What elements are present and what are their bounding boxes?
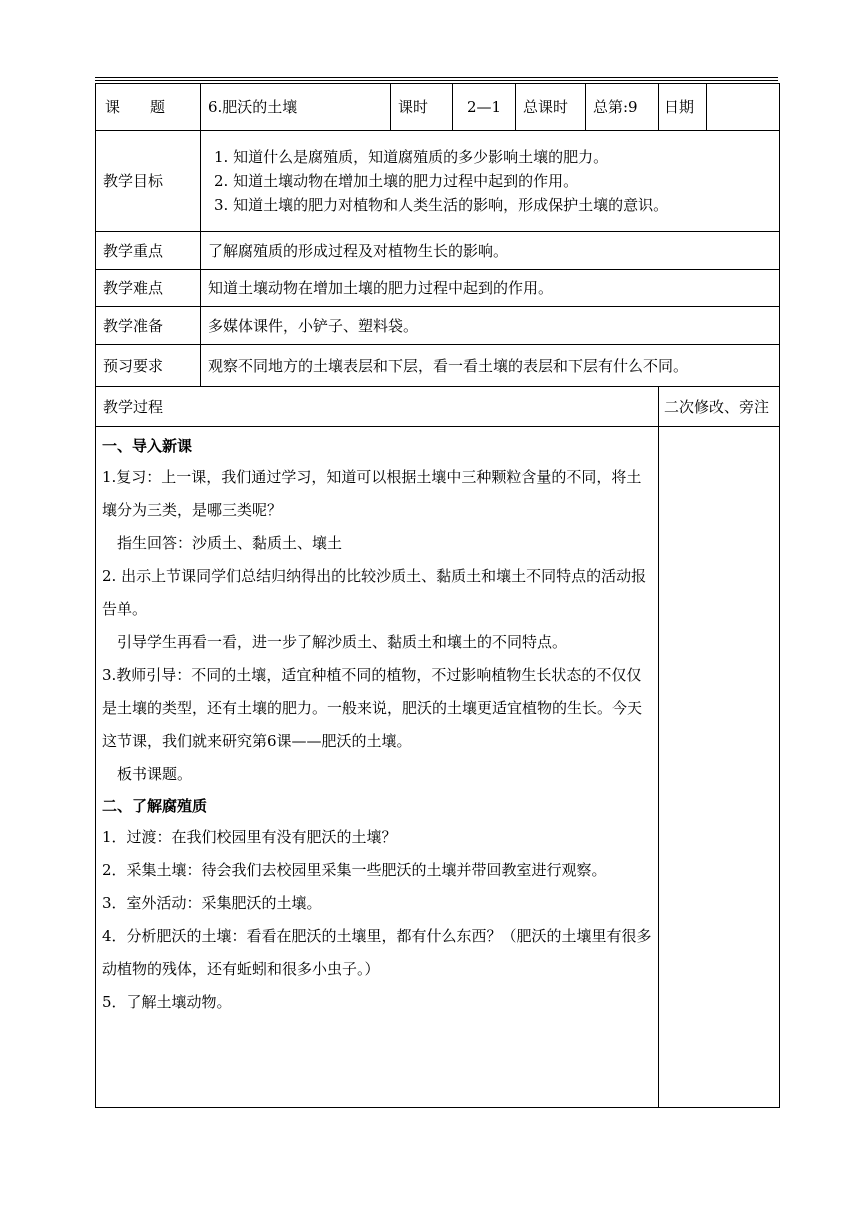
paragraph: 1．过渡：在我们校园里有没有肥沃的土壤？ xyxy=(102,828,397,846)
paragraph: 引导学生再看一看，进一步了解沙质土、黏质土和壤土的不同特点。 xyxy=(117,633,568,651)
focus-text: 了解腐殖质的形成过程及对植物生长的影响。 xyxy=(201,232,780,270)
date-value xyxy=(707,84,780,131)
paragraph: 指生回答：沙质土、黏质土、壤土 xyxy=(117,534,343,552)
difficulty-text: 知道土壤动物在增加土壤的肥力过程中起到的作用。 xyxy=(201,270,780,307)
paragraph: 3.教师引导：不同的土壤，适宜种植不同的植物，不过影响植物生长状态的不仅仅是土壤的类型，还有土壤的肥力。一般来说，肥沃的土壤更适宜植物的生长。今天这节课，我们就来研究第6课——肥沃的土壤。 xyxy=(102,666,643,750)
preview-text: 观察不同地方的土壤表层和下层，看一看土壤的表层和下层有什么不同。 xyxy=(201,345,780,387)
topic-value: 6.肥沃的土壤 xyxy=(201,84,391,131)
date-label: 日期 xyxy=(659,84,707,131)
header-row xyxy=(96,84,780,131)
process-label: 教学过程 xyxy=(96,387,659,427)
objective-item: 2. 知道土壤动物在增加土壤的肥力过程中起到的作用。 xyxy=(214,172,579,190)
section-heading: 二、了解腐殖质 xyxy=(102,797,208,815)
period-value: 2—1 xyxy=(453,84,516,131)
objectives-label: 教学目标 xyxy=(96,131,201,232)
focus-row xyxy=(96,232,780,270)
notes-column xyxy=(659,427,780,1108)
topic-label: 课 题 xyxy=(96,84,201,131)
total-label: 总课时 xyxy=(516,84,586,131)
paragraph: 4．分析肥沃的土壤：看看在肥沃的土壤里，都有什么东西？（肥沃的土壤里有很多动植物的残体，还有蚯蚓和很多小虫子。） xyxy=(102,927,652,978)
difficulty-row xyxy=(96,270,780,307)
paragraph: 3．室外活动：采集肥沃的土壤。 xyxy=(102,894,322,912)
preparation-label: 教学准备 xyxy=(96,307,201,345)
difficulty-label: 教学难点 xyxy=(96,270,201,307)
process-content xyxy=(96,427,659,1108)
paragraph: 2. 出示上节课同学们总结归纳得出的比较沙质土、黏质土和壤土不同特点的活动报告单。 xyxy=(102,567,647,618)
process-header-row xyxy=(96,387,780,427)
objective-item: 1. 知道什么是腐殖质，知道腐殖质的多少影响土壤的肥力。 xyxy=(214,148,609,166)
preview-row xyxy=(96,345,780,387)
header-rule-bottom xyxy=(95,80,778,81)
objective-item: 3. 知道土壤的肥力对植物和人类生活的影响，形成保护土壤的意识。 xyxy=(214,196,669,214)
preparation-text: 多媒体课件，小铲子、塑料袋。 xyxy=(201,307,780,345)
preparation-row xyxy=(96,307,780,345)
paragraph: 1.复习：上一课，我们通过学习，知道可以根据土壤中三种颗粒含量的不同，将土壤分为三类，是哪三类呢？ xyxy=(102,468,642,519)
notes-label: 二次修改、旁注 xyxy=(659,387,780,427)
objectives-list xyxy=(201,131,780,232)
process-body-row xyxy=(96,427,780,1108)
header-rule-top xyxy=(95,77,778,78)
paragraph: 板书课题。 xyxy=(117,765,193,783)
objectives-row xyxy=(96,131,780,232)
total-value: 总第:9 xyxy=(586,84,659,131)
preview-label: 预习要求 xyxy=(96,345,201,387)
paragraph: 5．了解土壤动物。 xyxy=(102,993,232,1011)
section-heading: 一、导入新课 xyxy=(102,437,193,455)
lesson-plan-table xyxy=(95,83,780,1108)
period-label: 课时 xyxy=(391,84,453,131)
focus-label: 教学重点 xyxy=(96,232,201,270)
paragraph: 2．采集土壤：待会我们去校园里采集一些肥沃的土壤并带回教室进行观察。 xyxy=(102,861,607,879)
